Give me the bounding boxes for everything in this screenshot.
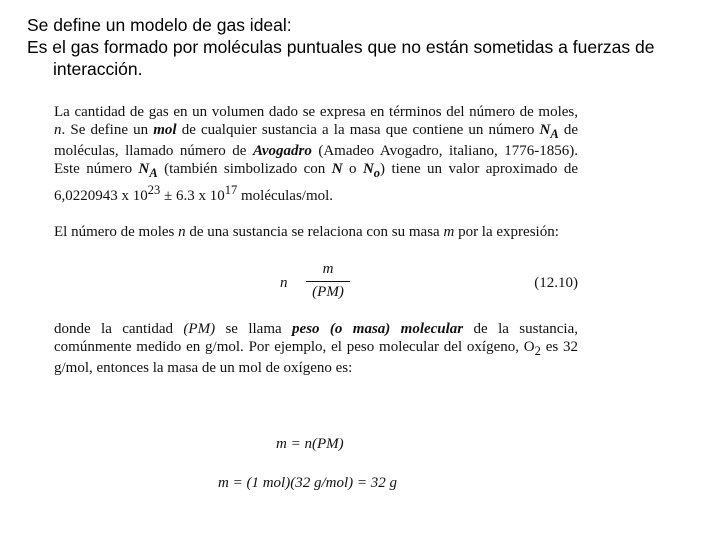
equation-lhs: n — [280, 275, 288, 291]
paragraph-relation — [54, 224, 578, 242]
exponent: 17 — [224, 183, 238, 197]
slide-header — [27, 14, 707, 80]
exponent: 23 — [147, 183, 161, 197]
symbol-N: N — [331, 160, 343, 177]
scanned-text-block — [54, 104, 578, 378]
term-mol: mol — [153, 121, 177, 138]
symbol-n: n — [54, 121, 62, 138]
text: se llama — [215, 321, 293, 337]
subscript: 2 — [534, 343, 541, 358]
text: moléculas/mol. — [237, 188, 334, 204]
header-line-2: Es el gas formado por moléculas puntuales que no están sometidas a fuerzas de interacción. — [27, 37, 655, 79]
symbol-na: $N_A$ — [539, 121, 559, 141]
symbol-na-2: $N_A$ — [138, 160, 158, 180]
symbol-m: m — [443, 223, 455, 240]
symbol-pm: (PM) — [183, 321, 216, 337]
symbol-No: $N_o$ — [362, 160, 381, 180]
equation-number: (12.10) — [534, 275, 578, 291]
equation-mass-example: m = (1 mol)(32 g/mol) = 32 g — [218, 475, 397, 491]
text: (Amadeo Avogadro, italiano, 1776-1856). Este número — [54, 143, 578, 177]
symbol-n: n — [178, 223, 186, 240]
equation-mass: m = n(PM) — [276, 436, 344, 452]
text: de moléculas, llamado número de — [54, 121, 578, 159]
text: de una sustancia se relaciona con su masa — [185, 223, 444, 240]
text: o — [342, 160, 363, 177]
term-molecular-weight: peso (o masa) molecular — [292, 321, 464, 337]
text: ± 6.3 x 10 — [160, 188, 225, 204]
paragraph-molecular-weight — [54, 321, 578, 378]
text: El número de moles — [54, 223, 179, 240]
text: La cantidad de gas en un volumen dado se expresa en términos del número de moles, — [54, 104, 578, 120]
term-avogadro: Avogadro — [252, 143, 312, 159]
fraction — [306, 261, 350, 301]
text: por la expresión: — [454, 223, 559, 240]
text: . Se define un — [61, 121, 154, 138]
text: es 32 g/mol, entonces la masa de un mol de oxígeno es: — [54, 338, 578, 376]
fraction-denominator: (PM) — [312, 283, 344, 300]
paragraph-moles — [54, 104, 578, 206]
fraction-numerator: m — [306, 261, 350, 282]
equation-12-10 — [54, 241, 578, 317]
text: ) tiene un valor aproximado de 6,0220943 x 10 — [54, 160, 578, 204]
text: donde la cantidad — [54, 321, 184, 337]
text: (también simbolizado con — [157, 160, 332, 177]
text: de la sustancia, comúnmente medido en g/mol. Por ejemplo, el peso molecular del oxígeno, O — [54, 321, 578, 355]
header-line-1: Se define un modelo de gas ideal: — [27, 15, 292, 35]
text: de cualquier sustancia a la masa que contiene un número — [176, 121, 540, 138]
